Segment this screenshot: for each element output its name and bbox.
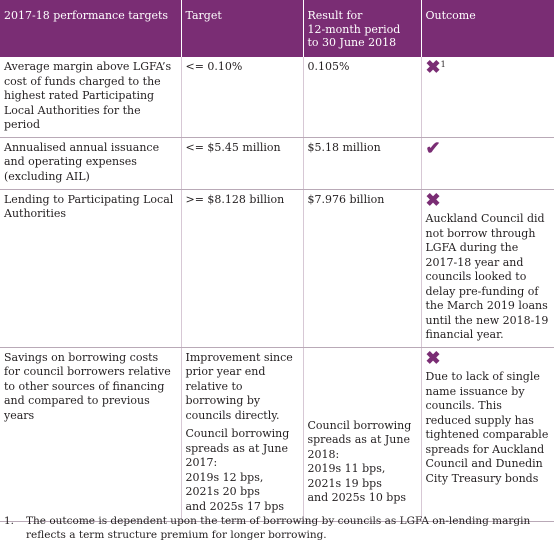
header-performance-targets: 2017-18 performance targets [0,0,181,57]
target-value [181,347,303,521]
target-spreads-label: Council borrowing spreads as at June 2017: [185,427,290,469]
header-result-line2: 12-month period [307,22,401,36]
target-description: Lending to Participating Local Authorities [0,189,181,347]
table-row [0,137,554,189]
target-value: <= $5.45 million [181,137,303,189]
target-spread-2021: 2021s 20 bps [185,485,260,498]
outcome-cell [421,347,554,521]
outcome-cell [421,189,554,347]
cross-icon: ✖ [425,347,441,369]
target-value: >= $8.128 billion [181,189,303,347]
footnote-text: The outcome is dependent upon the term of borrowing by councils as LGFA on-lending margin reflects a term structure premium for longer borrowing. [26,515,531,541]
result-value [303,347,421,521]
footnote-ref: 1 [440,60,446,69]
result-spread-2021: 2021s 19 bps [307,476,382,490]
target-spread-2019: 2019s 12 bps, [185,470,264,484]
result-spread-2019: 2019s 11 bps, [307,462,386,475]
footnote-number: 1. [4,515,15,527]
outcome-note: Due to lack of single name issuance by councils. This reduced supply has tightened comparable spreads for Auckland Council and Dunedin City Treasury bonds [425,370,549,485]
header-result-line1: Result for [307,9,363,22]
target-text: Improvement since prior year end relative to borrowing by councils directly. [185,350,293,422]
outcome-cell [421,137,554,189]
cross-icon: ✖ [425,57,441,78]
header-result [303,0,421,57]
outcome-cell [421,57,554,137]
header-outcome: Outcome [421,0,554,57]
result-value: 0.105% [303,57,421,137]
check-icon: ✔ [425,137,441,159]
table-row [0,57,554,137]
target-description: Savings on borrowing costs for council borrowers relative to other sources of financing and compared to previous years [0,347,181,521]
table-header-row [0,0,554,57]
outcome-note: Auckland Council did not borrow through LGFA during the 2017-18 year and councils looked to delay pre-funding of the March 2019 loans until the new 2018-19 financial year. [425,212,549,341]
target-spread-2025: and 2025s 17 bps [185,499,285,513]
target-description: Annualised annual issuance and operating expenses (excluding AIL) [0,137,181,189]
target-description: Average margin above LGFA’s cost of funds charged to the highest rated Participating Local Authorities for the period [0,57,181,137]
result-spread-2025: and 2025s 10 bps [307,491,407,504]
table-row [0,347,554,521]
result-spreads-label: Council borrowing spreads as at June 2018: [307,418,412,461]
cross-icon: ✖ [425,189,441,211]
header-target: Target [181,0,303,57]
table-row [0,189,554,347]
target-value: <= 0.10% [181,57,303,137]
header-result-line3: to 30 June 2018 [307,36,397,49]
result-value: $5.18 million [303,137,421,189]
result-value: $7.976 billion [303,189,421,347]
